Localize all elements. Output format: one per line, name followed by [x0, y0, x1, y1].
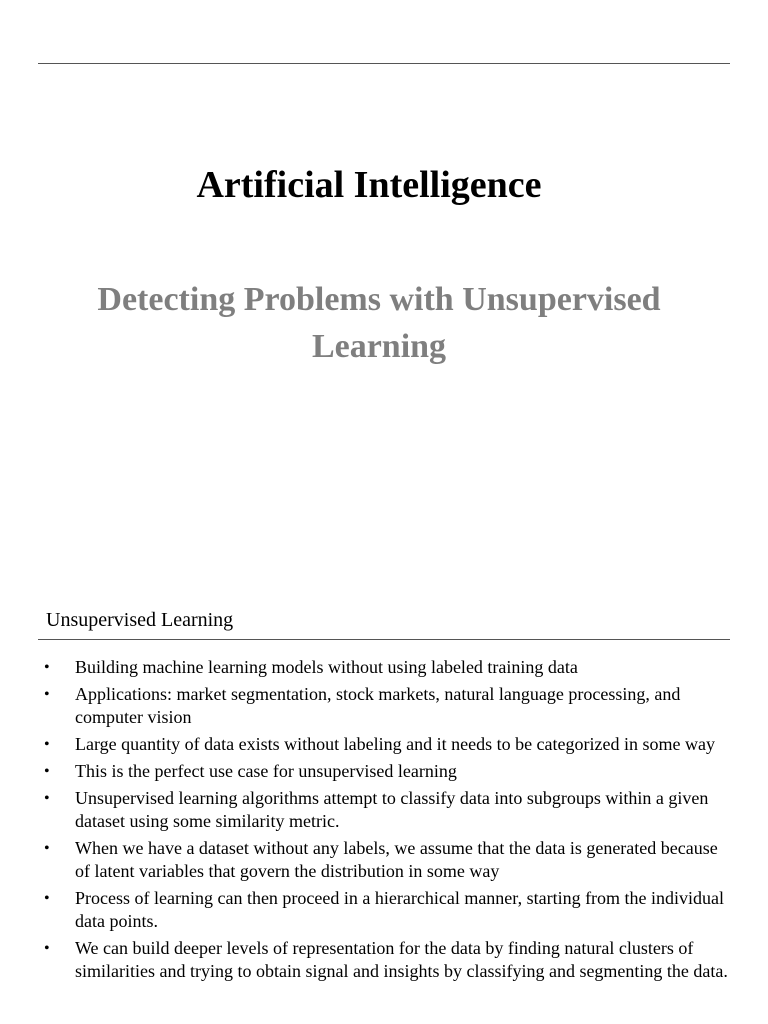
- bullet-icon: •: [44, 686, 50, 703]
- top-divider: [38, 63, 730, 64]
- list-item: [40, 656, 730, 679]
- bullet-text: When we have a dataset without any labels, we assume that the data is generated because of latent variables that govern the distribution in some way: [75, 838, 718, 881]
- bullet-list: [40, 656, 730, 987]
- slide-title: Artificial Intelligence: [196, 164, 542, 206]
- list-item: [40, 937, 730, 983]
- list-item: [40, 887, 730, 933]
- section-divider: [38, 639, 730, 640]
- list-item: [40, 683, 730, 729]
- bullet-icon: •: [44, 940, 50, 957]
- bullet-text: Unsupervised learning algorithms attempt to classify data into subgroups within a given dataset using some similarity metric.: [75, 788, 709, 831]
- bullet-text: We can build deeper levels of representation for the data by finding natural clusters of similarities and trying to obtain signal and insights by classifying and segmenting the data.: [75, 938, 728, 981]
- bullet-icon: •: [44, 840, 50, 857]
- bullet-icon: •: [44, 659, 50, 676]
- list-item: [40, 837, 730, 883]
- bullet-icon: •: [44, 736, 50, 753]
- section-heading: Unsupervised Learning: [46, 609, 234, 631]
- bullet-text: Building machine learning models without using labeled training data: [75, 657, 578, 677]
- list-item: [40, 733, 730, 756]
- slide-subtitle: Detecting Problems with Unsupervised Learning: [97, 281, 661, 365]
- bullet-text: This is the perfect use case for unsupervised learning: [75, 761, 457, 781]
- bullet-icon: •: [44, 763, 50, 780]
- bullet-icon: •: [44, 790, 50, 807]
- bullet-text: Applications: market segmentation, stock markets, natural language processing, and computer vision: [75, 684, 681, 727]
- list-item: [40, 760, 730, 783]
- bullet-icon: •: [44, 890, 50, 907]
- bullet-text: Large quantity of data exists without labeling and it needs to be categorized in some way: [75, 734, 715, 754]
- list-item: [40, 787, 730, 833]
- bullet-text: Process of learning can then proceed in a hierarchical manner, starting from the individual data points.: [75, 888, 725, 931]
